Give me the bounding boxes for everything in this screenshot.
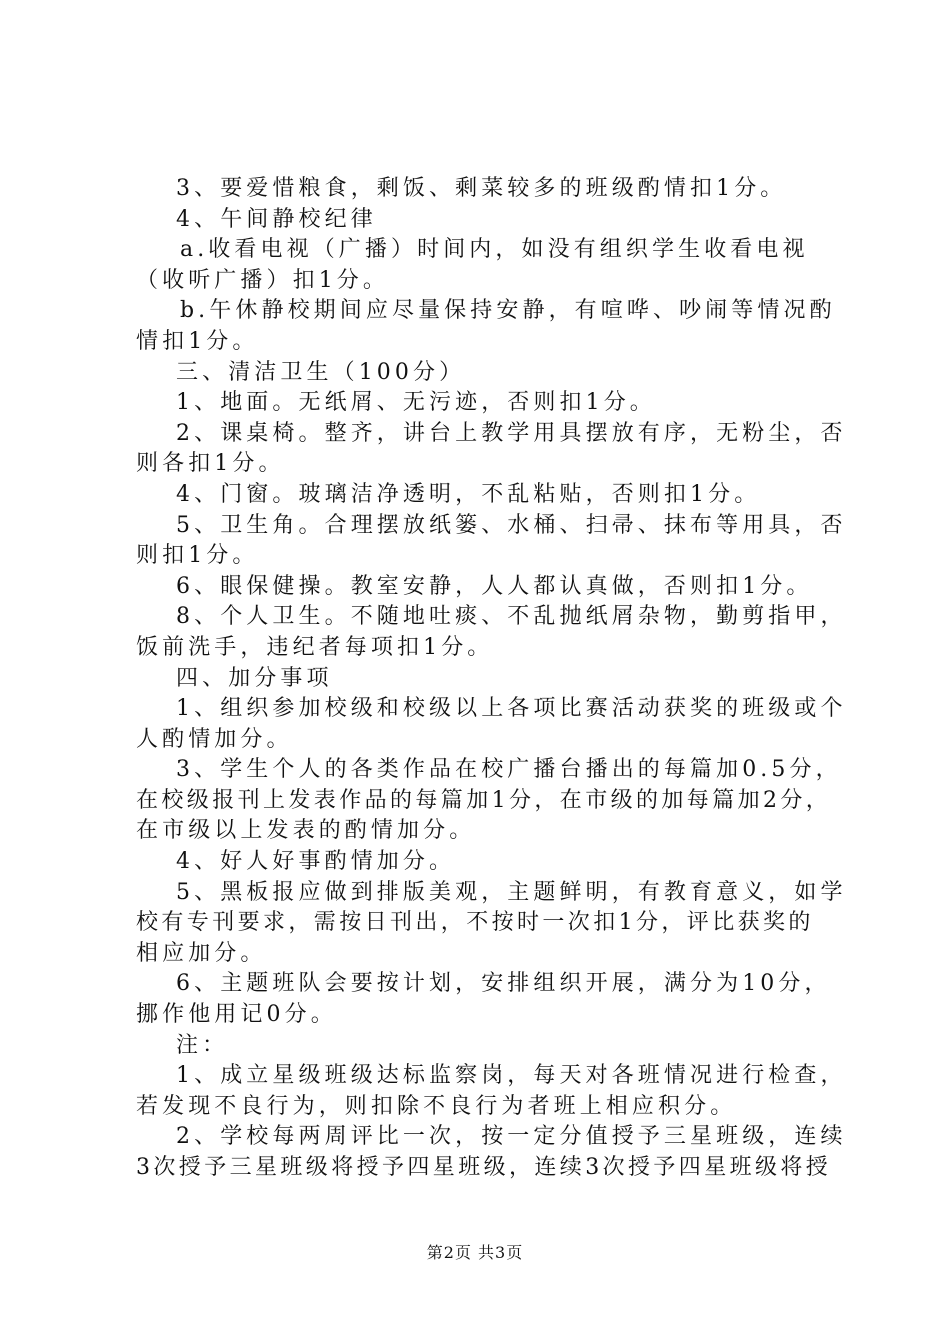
text-line: 2、学校每两周评比一次，按一定分值授予三星班级，连续 xyxy=(176,1124,847,1150)
text-line: 4、午间静校纪律 xyxy=(176,206,377,232)
text-line: 则扣1分。 xyxy=(136,543,259,569)
text-line: a.收看电视（广播）时间内，如没有组织学生收看电视 xyxy=(180,237,809,263)
text-line: 饭前洗手，违纪者每项扣1分。 xyxy=(136,634,494,660)
text-line: 人酌情加分。 xyxy=(136,726,293,752)
document-body xyxy=(136,174,847,1184)
text-line: 8、个人卫生。不随地吐痰、不乱抛纸屑杂物，勤剪指甲， xyxy=(176,604,847,630)
text-line: b.午休静校期间应尽量保持安静，有喧哗、吵闹等情况酌 xyxy=(180,298,836,324)
text-line: （收听广播）扣1分。 xyxy=(136,267,389,293)
text-line: 三、清洁卫生（100分） xyxy=(176,359,466,385)
text-line: 在校级报刊上发表作品的每篇加1分，在市级的加每篇加2分， xyxy=(136,787,832,813)
text-line: 四、加分事项 xyxy=(176,665,333,691)
text-line: 相应加分。 xyxy=(136,940,267,966)
text-line: 挪作他用记0分。 xyxy=(136,1002,337,1028)
text-line: 校有专刊要求，需按日刊出，不按时一次扣1分，评比获奖的 xyxy=(136,910,814,936)
text-line: 情扣1分。 xyxy=(136,328,259,354)
text-line: 4、门窗。玻璃洁净透明，不乱粘贴，否则扣1分。 xyxy=(176,481,761,507)
text-line: 若发现不良行为，则扣除不良行为者班上相应积分。 xyxy=(136,1093,737,1119)
text-line: 5、卫生角。合理摆放纸篓、水桶、扫帚、抹布等用具，否 xyxy=(176,512,847,538)
text-line: 3、要爱惜粮食，剩饭、剩菜较多的班级酌情扣1分。 xyxy=(176,176,787,201)
text-line: 注： xyxy=(176,1032,229,1058)
text-line: 3次授予三星班级将授予四星班级，连续3次授予四星班级将授 xyxy=(136,1155,832,1180)
text-line: 在市级以上发表的酌情加分。 xyxy=(136,818,476,844)
text-line: 5、黑板报应做到排版美观，主题鲜明，有教育意义，如学 xyxy=(176,879,847,905)
text-line: 6、主题班队会要按计划，安排组织开展，满分为10分， xyxy=(176,971,831,997)
text-line: 1、地面。无纸屑、无污迹，否则扣1分。 xyxy=(176,390,656,416)
text-line: 1、组织参加校级和校级以上各项比赛活动获奖的班级或个 xyxy=(176,696,847,722)
text-line: 2、课桌椅。整齐，讲台上教学用具摆放有序，无粉尘，否 xyxy=(176,420,847,446)
text-line: 1、成立星级班级达标监察岗，每天对各班情况进行检查， xyxy=(176,1063,847,1089)
text-line: 3、学生个人的各类作品在校广播台播出的每篇加0.5分， xyxy=(176,757,842,783)
text-line: 4、好人好事酌情加分。 xyxy=(176,849,456,875)
page-footer: 第2页 共3页 xyxy=(426,1243,524,1262)
text-line: 6、眼保健操。教室安静，人人都认真做，否则扣1分。 xyxy=(176,573,813,599)
text-line: 则各扣1分。 xyxy=(136,451,285,477)
